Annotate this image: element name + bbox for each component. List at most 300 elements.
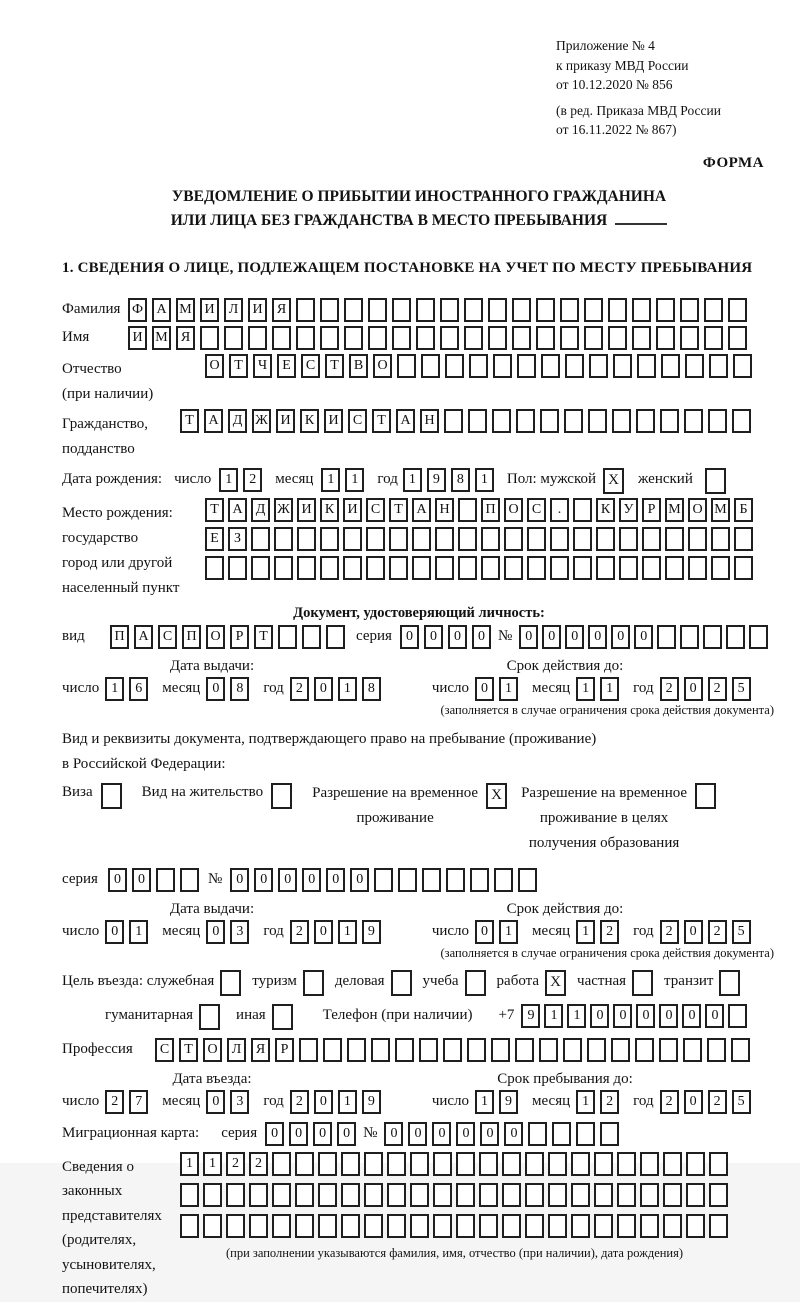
char-cell[interactable]: Т — [180, 409, 199, 433]
char-cell[interactable]: Т — [179, 1038, 198, 1062]
char-cell[interactable] — [318, 1183, 337, 1207]
char-cell[interactable]: 0 — [289, 1122, 308, 1146]
char-cell[interactable]: Т — [372, 409, 391, 433]
char-cell[interactable] — [392, 326, 411, 350]
char-cell[interactable] — [296, 326, 315, 350]
char-cell[interactable]: 1 — [544, 1004, 563, 1028]
char-cell[interactable] — [387, 1214, 406, 1238]
char-cell[interactable] — [493, 354, 512, 378]
char-cell[interactable] — [456, 1183, 475, 1207]
char-cell[interactable]: 0 — [206, 920, 225, 944]
char-cell[interactable] — [728, 326, 747, 350]
purpose-work-checkbox[interactable]: X — [545, 970, 566, 996]
char-cell[interactable] — [494, 868, 513, 892]
char-cell[interactable] — [640, 1152, 659, 1176]
char-cell[interactable]: 2 — [249, 1152, 268, 1176]
char-cell[interactable]: Н — [420, 409, 439, 433]
char-cell[interactable]: 5 — [732, 1090, 751, 1114]
char-cell[interactable]: 0 — [475, 677, 494, 701]
char-cell[interactable] — [446, 868, 465, 892]
char-cell[interactable] — [295, 1214, 314, 1238]
char-cell[interactable] — [251, 527, 270, 551]
char-cell[interactable]: Я — [251, 1038, 270, 1062]
char-cell[interactable]: И — [343, 498, 362, 522]
char-cell[interactable] — [594, 1214, 613, 1238]
char-cell[interactable]: 0 — [590, 1004, 609, 1028]
char-cell[interactable] — [387, 1152, 406, 1176]
char-cell[interactable]: Д — [228, 409, 247, 433]
char-cell[interactable] — [366, 556, 385, 580]
char-cell[interactable] — [536, 298, 555, 322]
char-cell[interactable] — [272, 1152, 291, 1176]
char-cell[interactable]: О — [373, 354, 392, 378]
char-cell[interactable] — [571, 1152, 590, 1176]
char-cell[interactable] — [364, 1183, 383, 1207]
char-cell[interactable] — [573, 556, 592, 580]
char-cell[interactable] — [594, 1152, 613, 1176]
char-cell[interactable] — [734, 527, 753, 551]
char-cell[interactable] — [410, 1183, 429, 1207]
char-cell[interactable] — [371, 1038, 390, 1062]
char-cell[interactable]: 0 — [408, 1122, 427, 1146]
char-cell[interactable]: 1 — [338, 677, 357, 701]
char-cell[interactable]: 9 — [499, 1090, 518, 1114]
char-cell[interactable]: О — [206, 625, 225, 649]
char-cell[interactable] — [479, 1152, 498, 1176]
purpose-business-checkbox[interactable] — [391, 970, 412, 996]
char-cell[interactable] — [203, 1214, 222, 1238]
char-cell[interactable]: К — [320, 498, 339, 522]
char-cell[interactable] — [502, 1152, 521, 1176]
char-cell[interactable] — [612, 409, 631, 433]
char-cell[interactable] — [297, 556, 316, 580]
char-cell[interactable]: С — [155, 1038, 174, 1062]
char-cell[interactable] — [733, 354, 752, 378]
char-cell[interactable] — [364, 1152, 383, 1176]
char-cell[interactable]: Т — [389, 498, 408, 522]
temp-residence-checkbox[interactable]: X — [486, 783, 507, 809]
char-cell[interactable] — [410, 1214, 429, 1238]
char-cell[interactable] — [709, 1152, 728, 1176]
char-cell[interactable]: 1 — [105, 677, 124, 701]
char-cell[interactable]: Т — [325, 354, 344, 378]
char-cell[interactable] — [504, 527, 523, 551]
char-cell[interactable] — [433, 1214, 452, 1238]
char-cell[interactable]: 1 — [321, 468, 340, 492]
char-cell[interactable] — [389, 527, 408, 551]
char-cell[interactable] — [456, 1152, 475, 1176]
char-cell[interactable] — [180, 1183, 199, 1207]
char-cell[interactable] — [272, 1183, 291, 1207]
char-cell[interactable] — [539, 1038, 558, 1062]
char-cell[interactable]: 1 — [576, 920, 595, 944]
char-cell[interactable]: 0 — [684, 920, 703, 944]
char-cell[interactable] — [617, 1183, 636, 1207]
char-cell[interactable]: 1 — [338, 920, 357, 944]
char-cell[interactable] — [492, 409, 511, 433]
char-cell[interactable]: 2 — [708, 920, 727, 944]
char-cell[interactable] — [488, 298, 507, 322]
char-cell[interactable] — [528, 1122, 547, 1146]
char-cell[interactable]: 2 — [243, 468, 262, 492]
char-cell[interactable] — [419, 1038, 438, 1062]
char-cell[interactable]: 0 — [611, 625, 630, 649]
char-cell[interactable] — [731, 1038, 750, 1062]
char-cell[interactable] — [665, 527, 684, 551]
char-cell[interactable]: 0 — [314, 677, 333, 701]
char-cell[interactable]: 0 — [432, 1122, 451, 1146]
char-cell[interactable] — [608, 326, 627, 350]
char-cell[interactable]: 0 — [682, 1004, 701, 1028]
char-cell[interactable] — [536, 326, 555, 350]
char-cell[interactable]: А — [396, 409, 415, 433]
char-cell[interactable] — [296, 298, 315, 322]
char-cell[interactable]: И — [276, 409, 295, 433]
char-cell[interactable]: Д — [251, 498, 270, 522]
char-cell[interactable] — [443, 1038, 462, 1062]
char-cell[interactable] — [726, 625, 745, 649]
char-cell[interactable] — [708, 409, 727, 433]
char-cell[interactable]: 3 — [230, 920, 249, 944]
char-cell[interactable] — [416, 298, 435, 322]
char-cell[interactable] — [540, 409, 559, 433]
char-cell[interactable] — [320, 556, 339, 580]
char-cell[interactable] — [326, 625, 345, 649]
char-cell[interactable]: Я — [272, 298, 291, 322]
char-cell[interactable]: 9 — [362, 920, 381, 944]
char-cell[interactable]: Н — [435, 498, 454, 522]
char-cell[interactable]: О — [205, 354, 224, 378]
char-cell[interactable]: 1 — [403, 468, 422, 492]
char-cell[interactable] — [341, 1152, 360, 1176]
char-cell[interactable] — [180, 1214, 199, 1238]
char-cell[interactable] — [249, 1214, 268, 1238]
char-cell[interactable] — [640, 1183, 659, 1207]
char-cell[interactable] — [613, 354, 632, 378]
char-cell[interactable]: 0 — [206, 1090, 225, 1114]
char-cell[interactable] — [560, 298, 579, 322]
char-cell[interactable] — [435, 556, 454, 580]
char-cell[interactable]: О — [688, 498, 707, 522]
purpose-private-checkbox[interactable] — [632, 970, 653, 996]
char-cell[interactable] — [479, 1214, 498, 1238]
char-cell[interactable]: А — [412, 498, 431, 522]
char-cell[interactable] — [368, 326, 387, 350]
char-cell[interactable] — [421, 354, 440, 378]
char-cell[interactable]: П — [481, 498, 500, 522]
char-cell[interactable] — [374, 868, 393, 892]
char-cell[interactable]: 0 — [230, 868, 249, 892]
char-cell[interactable] — [709, 1214, 728, 1238]
char-cell[interactable] — [469, 354, 488, 378]
char-cell[interactable] — [680, 625, 699, 649]
char-cell[interactable] — [416, 326, 435, 350]
char-cell[interactable] — [656, 326, 675, 350]
char-cell[interactable] — [458, 527, 477, 551]
char-cell[interactable] — [611, 1038, 630, 1062]
char-cell[interactable]: 1 — [475, 1090, 494, 1114]
char-cell[interactable]: 1 — [203, 1152, 222, 1176]
residence-permit-checkbox[interactable] — [271, 783, 292, 809]
char-cell[interactable]: М — [665, 498, 684, 522]
char-cell[interactable]: Ж — [252, 409, 271, 433]
char-cell[interactable]: 0 — [636, 1004, 655, 1028]
char-cell[interactable] — [226, 1214, 245, 1238]
char-cell[interactable]: 3 — [230, 1090, 249, 1114]
char-cell[interactable] — [347, 1038, 366, 1062]
char-cell[interactable] — [686, 1183, 705, 1207]
char-cell[interactable]: 0 — [684, 677, 703, 701]
char-cell[interactable] — [685, 354, 704, 378]
char-cell[interactable]: Б — [734, 498, 753, 522]
char-cell[interactable]: Л — [227, 1038, 246, 1062]
char-cell[interactable] — [320, 527, 339, 551]
char-cell[interactable]: 0 — [705, 1004, 724, 1028]
char-cell[interactable]: 8 — [362, 677, 381, 701]
char-cell[interactable]: Е — [277, 354, 296, 378]
char-cell[interactable] — [226, 1183, 245, 1207]
char-cell[interactable] — [663, 1183, 682, 1207]
char-cell[interactable] — [527, 527, 546, 551]
char-cell[interactable]: 7 — [129, 1090, 148, 1114]
char-cell[interactable] — [343, 527, 362, 551]
char-cell[interactable]: 1 — [180, 1152, 199, 1176]
char-cell[interactable] — [512, 298, 531, 322]
char-cell[interactable]: 0 — [565, 625, 584, 649]
purpose-official-checkbox[interactable] — [220, 970, 241, 996]
char-cell[interactable]: 2 — [105, 1090, 124, 1114]
char-cell[interactable] — [320, 298, 339, 322]
char-cell[interactable]: И — [248, 298, 267, 322]
char-cell[interactable]: Л — [224, 298, 243, 322]
char-cell[interactable] — [552, 1122, 571, 1146]
char-cell[interactable] — [683, 1038, 702, 1062]
char-cell[interactable] — [491, 1038, 510, 1062]
char-cell[interactable] — [467, 1038, 486, 1062]
purpose-other-checkbox[interactable] — [272, 1004, 293, 1030]
char-cell[interactable] — [445, 354, 464, 378]
char-cell[interactable] — [180, 868, 199, 892]
char-cell[interactable] — [576, 1122, 595, 1146]
char-cell[interactable] — [563, 1038, 582, 1062]
char-cell[interactable] — [470, 868, 489, 892]
char-cell[interactable]: 1 — [129, 920, 148, 944]
char-cell[interactable] — [564, 409, 583, 433]
char-cell[interactable]: 2 — [290, 1090, 309, 1114]
char-cell[interactable] — [709, 1183, 728, 1207]
char-cell[interactable] — [596, 556, 615, 580]
char-cell[interactable]: 9 — [521, 1004, 540, 1028]
char-cell[interactable] — [205, 556, 224, 580]
char-cell[interactable] — [464, 326, 483, 350]
char-cell[interactable] — [550, 527, 569, 551]
char-cell[interactable] — [584, 326, 603, 350]
char-cell[interactable]: О — [504, 498, 523, 522]
char-cell[interactable]: Ч — [253, 354, 272, 378]
char-cell[interactable]: 2 — [708, 677, 727, 701]
char-cell[interactable]: 9 — [362, 1090, 381, 1114]
char-cell[interactable] — [728, 298, 747, 322]
char-cell[interactable]: 2 — [600, 1090, 619, 1114]
sex-male-checkbox[interactable]: X — [603, 468, 624, 494]
char-cell[interactable] — [688, 556, 707, 580]
char-cell[interactable] — [617, 1152, 636, 1176]
char-cell[interactable] — [680, 326, 699, 350]
char-cell[interactable] — [387, 1183, 406, 1207]
char-cell[interactable]: М — [176, 298, 195, 322]
char-cell[interactable] — [656, 298, 675, 322]
char-cell[interactable]: Р — [275, 1038, 294, 1062]
char-cell[interactable] — [318, 1152, 337, 1176]
char-cell[interactable] — [711, 556, 730, 580]
char-cell[interactable]: Е — [205, 527, 224, 551]
char-cell[interactable] — [663, 1214, 682, 1238]
char-cell[interactable] — [686, 1214, 705, 1238]
edu-residence-checkbox[interactable] — [695, 783, 716, 809]
char-cell[interactable]: 1 — [499, 920, 518, 944]
char-cell[interactable]: Т — [205, 498, 224, 522]
char-cell[interactable] — [728, 1004, 747, 1028]
char-cell[interactable] — [734, 556, 753, 580]
char-cell[interactable]: 0 — [132, 868, 151, 892]
char-cell[interactable]: 0 — [105, 920, 124, 944]
char-cell[interactable]: А — [204, 409, 223, 433]
char-cell[interactable]: 1 — [219, 468, 238, 492]
char-cell[interactable] — [412, 527, 431, 551]
char-cell[interactable] — [619, 527, 638, 551]
char-cell[interactable]: 0 — [480, 1122, 499, 1146]
char-cell[interactable]: 0 — [472, 625, 491, 649]
char-cell[interactable]: Ф — [128, 298, 147, 322]
char-cell[interactable] — [661, 354, 680, 378]
char-cell[interactable]: 5 — [732, 920, 751, 944]
char-cell[interactable] — [435, 527, 454, 551]
char-cell[interactable] — [398, 868, 417, 892]
char-cell[interactable]: 1 — [567, 1004, 586, 1028]
char-cell[interactable] — [600, 1122, 619, 1146]
char-cell[interactable] — [560, 326, 579, 350]
char-cell[interactable] — [709, 354, 728, 378]
char-cell[interactable]: 0 — [519, 625, 538, 649]
char-cell[interactable]: 0 — [456, 1122, 475, 1146]
char-cell[interactable] — [525, 1183, 544, 1207]
char-cell[interactable]: 2 — [600, 920, 619, 944]
char-cell[interactable] — [525, 1152, 544, 1176]
char-cell[interactable]: 2 — [708, 1090, 727, 1114]
char-cell[interactable] — [665, 556, 684, 580]
char-cell[interactable]: 9 — [427, 468, 446, 492]
purpose-humanitarian-checkbox[interactable] — [199, 1004, 220, 1030]
char-cell[interactable] — [464, 298, 483, 322]
char-cell[interactable] — [481, 527, 500, 551]
char-cell[interactable]: П — [110, 625, 129, 649]
char-cell[interactable] — [541, 354, 560, 378]
char-cell[interactable] — [732, 409, 751, 433]
char-cell[interactable] — [589, 354, 608, 378]
char-cell[interactable] — [517, 354, 536, 378]
char-cell[interactable] — [594, 1183, 613, 1207]
char-cell[interactable]: 0 — [350, 868, 369, 892]
char-cell[interactable] — [320, 326, 339, 350]
char-cell[interactable] — [440, 298, 459, 322]
char-cell[interactable] — [458, 556, 477, 580]
char-cell[interactable] — [660, 409, 679, 433]
char-cell[interactable] — [686, 1152, 705, 1176]
char-cell[interactable] — [458, 498, 477, 522]
char-cell[interactable] — [573, 498, 592, 522]
char-cell[interactable] — [642, 527, 661, 551]
char-cell[interactable]: 1 — [475, 468, 494, 492]
char-cell[interactable] — [481, 556, 500, 580]
char-cell[interactable]: 0 — [448, 625, 467, 649]
char-cell[interactable]: 0 — [254, 868, 273, 892]
char-cell[interactable]: 2 — [660, 1090, 679, 1114]
char-cell[interactable] — [323, 1038, 342, 1062]
char-cell[interactable]: 0 — [475, 920, 494, 944]
char-cell[interactable] — [684, 409, 703, 433]
char-cell[interactable]: М — [152, 326, 171, 350]
char-cell[interactable] — [251, 556, 270, 580]
visa-checkbox[interactable] — [101, 783, 122, 809]
char-cell[interactable]: Р — [642, 498, 661, 522]
char-cell[interactable]: 0 — [634, 625, 653, 649]
char-cell[interactable] — [584, 298, 603, 322]
char-cell[interactable]: 6 — [129, 677, 148, 701]
char-cell[interactable] — [749, 625, 768, 649]
char-cell[interactable] — [274, 527, 293, 551]
char-cell[interactable] — [341, 1183, 360, 1207]
char-cell[interactable] — [502, 1183, 521, 1207]
char-cell[interactable]: К — [300, 409, 319, 433]
char-cell[interactable] — [663, 1152, 682, 1176]
char-cell[interactable] — [224, 326, 243, 350]
char-cell[interactable]: 8 — [230, 677, 249, 701]
char-cell[interactable] — [456, 1214, 475, 1238]
char-cell[interactable]: 1 — [345, 468, 364, 492]
sex-female-checkbox[interactable] — [705, 468, 726, 494]
char-cell[interactable]: 0 — [504, 1122, 523, 1146]
char-cell[interactable]: Т — [254, 625, 273, 649]
char-cell[interactable] — [704, 298, 723, 322]
char-cell[interactable] — [341, 1214, 360, 1238]
char-cell[interactable]: А — [152, 298, 171, 322]
char-cell[interactable]: 1 — [338, 1090, 357, 1114]
char-cell[interactable]: 0 — [588, 625, 607, 649]
char-cell[interactable]: С — [158, 625, 177, 649]
char-cell[interactable] — [302, 625, 321, 649]
char-cell[interactable] — [344, 298, 363, 322]
char-cell[interactable]: 2 — [290, 677, 309, 701]
char-cell[interactable]: 0 — [313, 1122, 332, 1146]
char-cell[interactable]: 0 — [326, 868, 345, 892]
char-cell[interactable] — [364, 1214, 383, 1238]
char-cell[interactable]: С — [366, 498, 385, 522]
char-cell[interactable] — [619, 556, 638, 580]
char-cell[interactable]: С — [527, 498, 546, 522]
char-cell[interactable] — [200, 326, 219, 350]
char-cell[interactable] — [444, 409, 463, 433]
char-cell[interactable] — [571, 1214, 590, 1238]
char-cell[interactable]: Р — [230, 625, 249, 649]
char-cell[interactable]: М — [711, 498, 730, 522]
char-cell[interactable]: 1 — [600, 677, 619, 701]
char-cell[interactable] — [548, 1183, 567, 1207]
char-cell[interactable]: В — [349, 354, 368, 378]
char-cell[interactable] — [504, 556, 523, 580]
char-cell[interactable]: С — [348, 409, 367, 433]
char-cell[interactable] — [368, 298, 387, 322]
char-cell[interactable]: 0 — [337, 1122, 356, 1146]
